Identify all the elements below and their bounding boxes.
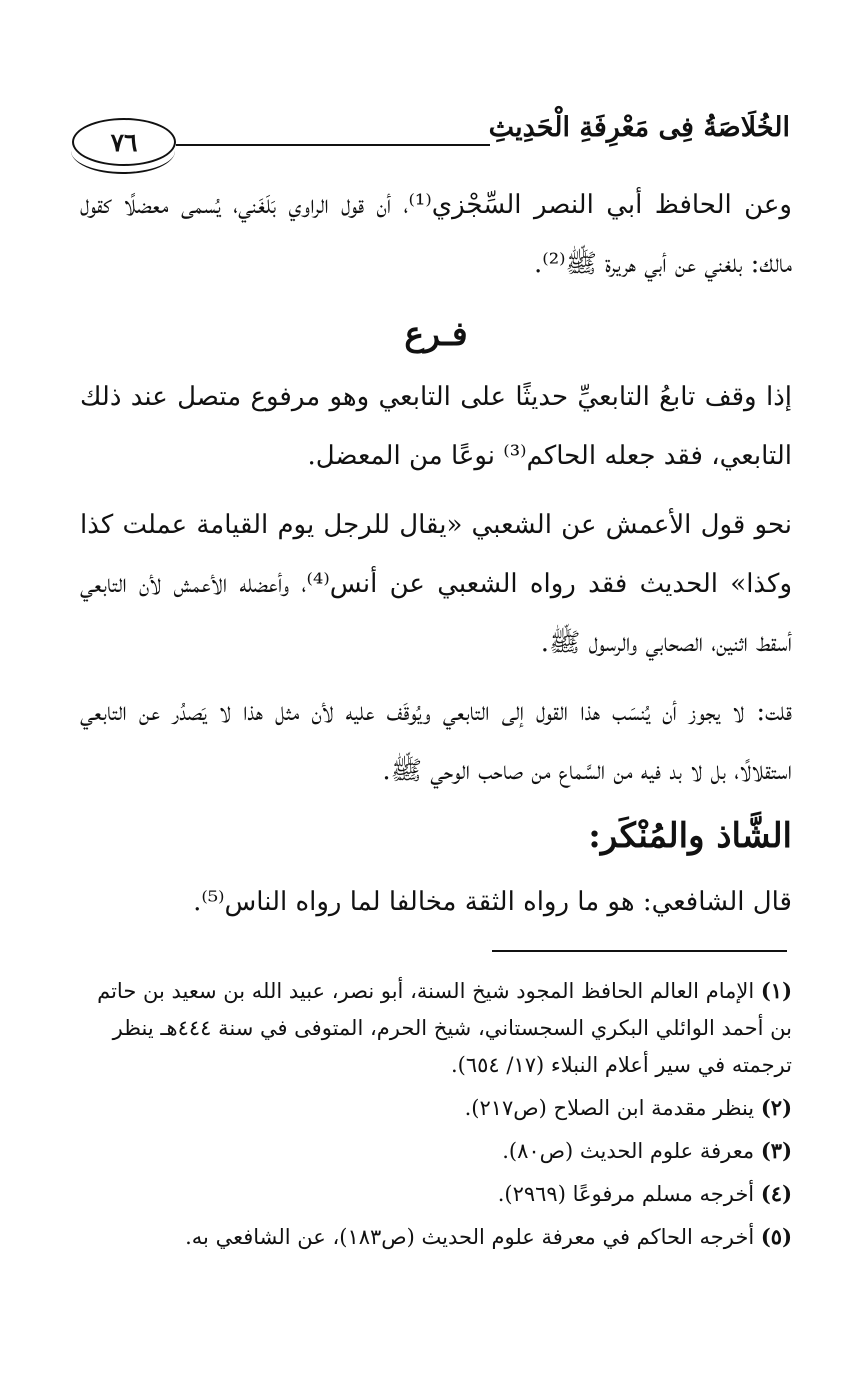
footnote-number: (٣) [760,1138,792,1163]
header-rule [176,144,490,146]
footnote-text: أخرجه الحاكم في معرفة علوم الحديث (ص١٨٣)، عن الشافعي به. [185,1225,755,1249]
footnote-text: ينظر مقدمة ابن الصلاح (ص٢١٧). [464,1096,755,1120]
footnotes [80,972,792,1261]
footnote-1 [80,972,792,1084]
section-heading: الشَّاذ والمُنْكَر: [588,816,792,856]
footnote-2 [80,1089,792,1127]
page-number-badge [72,118,176,166]
branch-heading: فـرع [404,314,468,353]
running-title: الخُلَاصَةُ فِى مَعْرِفَةِ الْحَدِيثِ [488,112,790,143]
paragraph-2: إذا وقف تابعُ التابعيِّ حديثًا على التابعي وهو مرفوع متصل عند ذلك التابعي، فقد جعله الحاكم⁽³⁾ نوعًا من المعضل. [80,382,792,471]
running-header [72,108,790,166]
footnote-3 [80,1132,792,1170]
body-text [80,176,792,932]
footnote-number: (٢) [760,1095,792,1120]
footnote-text: أخرجه مسلم مرفوعًا (٢٩٦٩). [497,1182,755,1206]
paragraph-4: قلت: لا يجوز أن يُنسَب هذا القول إلى التابعي ويُوقَف عليه لأن مثل هذا لا يَصدُر عن التابعي استقلالًا، بل لا بد فيه من السَّماع من صاحب الوحي ﷺ. [80,697,792,786]
footnote-text: الإمام العالم الحافظ المجود شيخ السنة، أبو نصر، عبيد الله بن سعيد بن حاتم بن أحمد الوائلي البكري السجستاني، شيخ الحرم، المتوفى في سنة ٤٤٤هـ ينظر ترجمته في سير أعلام النبلاء (١٧/ ٦٥٤). [97,979,792,1077]
paragraph-1: وعن الحافظ أبي النصر السِّجْزي⁽¹⁾، أن قول الراوي بَلَغَني، يُسمى معضلًا كقول مالك: بلغني عن أبي هريرة ﷺ⁽²⁾. [80,190,792,279]
footnote-number: (٥) [760,1224,792,1249]
page-number: ٧٦ [110,127,138,157]
footnote-separator [492,950,787,952]
footnote-4 [80,1175,792,1213]
paragraph-3: نحو قول الأعمش عن الشعبي «يقال للرجل يوم القيامة عملت كذا وكذا» الحديث فقد رواه الشعبي عن أنس⁽⁴⁾، وأعضله الأعمش لأن التابعي أسقط اثنين، الصحابي والرسول ﷺ. [80,510,792,658]
paragraph-5: قال الشافعي: هو ما رواه الثقة مخالفا لما رواه الناس⁽⁵⁾. [193,887,792,917]
footnote-5 [80,1218,792,1256]
footnote-text: معرفة علوم الحديث (ص٨٠). [502,1139,755,1163]
footnote-number: (٤) [760,1181,792,1206]
footnote-number: (١) [760,978,792,1003]
